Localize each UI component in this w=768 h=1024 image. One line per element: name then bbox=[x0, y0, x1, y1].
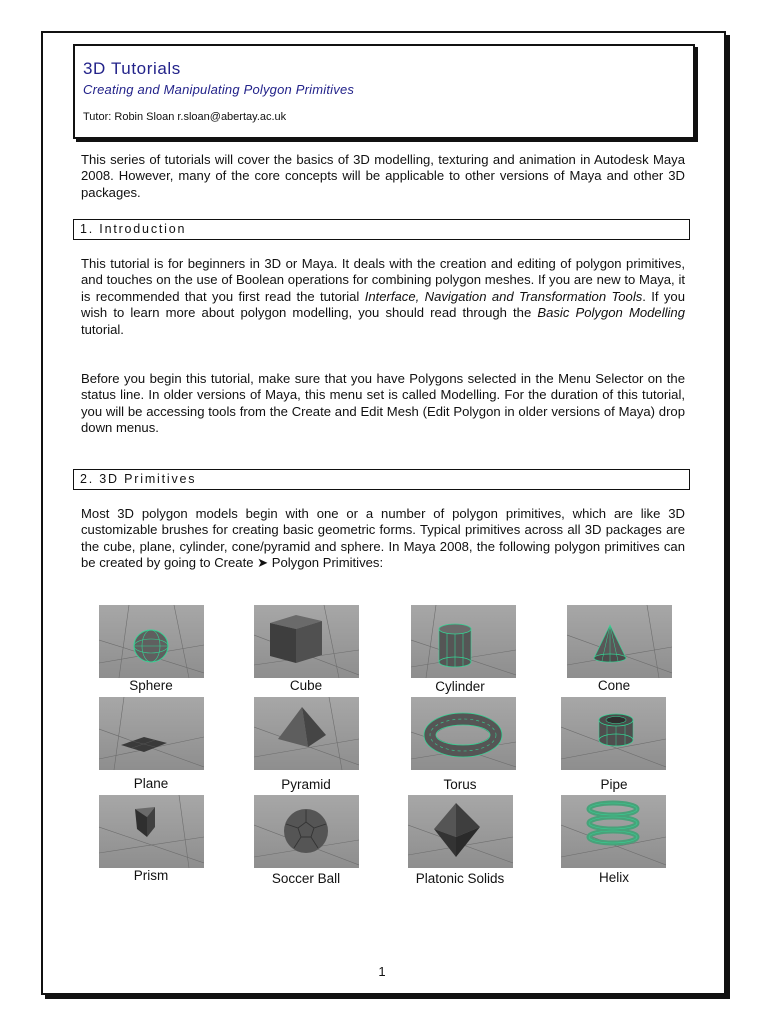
cone-thumbnail bbox=[567, 605, 672, 678]
section-heading-introduction bbox=[73, 219, 690, 240]
pyramid-thumbnail bbox=[254, 697, 359, 770]
soccer-ball-thumbnail bbox=[254, 795, 359, 868]
primitive-label-platonic-solids: Platonic Solids bbox=[415, 871, 505, 886]
section-heading-text: 1. Introduction bbox=[80, 222, 187, 236]
introduction-paragraph-1: This tutorial is for beginners in 3D or Maya. It deals with the creation and editing of polygon primitives, and touches on the use of Boolean operations for combining polygon meshes. If you are new to Maya, it is recommended that you first read the tutorial Interface, Navigation and Transformation Tools. If you wish to learn more about polygon modelling, you should read through the Basic Polygon Modelling tutorial. bbox=[81, 256, 685, 337]
tutor-line: Tutor: Robin Sloan r.sloan@abertay.ac.uk bbox=[83, 111, 287, 123]
primitive-label-cube: Cube bbox=[289, 678, 323, 693]
sphere-thumbnail bbox=[99, 605, 204, 678]
plane-thumbnail bbox=[99, 697, 204, 770]
prism-thumbnail bbox=[99, 795, 204, 868]
intro-paragraph: This series of tutorials will cover the basics of 3D modelling, texturing and animation in Autodesk Maya 2008. However, many of the core concepts will be applicable to other versions of Maya and other 3D packages. bbox=[81, 152, 685, 200]
cylinder-thumbnail bbox=[411, 605, 516, 678]
helix-thumbnail bbox=[561, 795, 666, 868]
document-subtitle: Creating and Manipulating Polygon Primitives bbox=[83, 82, 355, 97]
primitives-paragraph: Most 3D polygon models begin with one or a number of polygon primitives, which are like 3D customizable brushes for creating basic geometric forms. Typical primitives across all 3D packages are the cube, plane, cylinder, cone/pyramid and sphere. In Maya 2008, the following polygon primitives can be created by going to Create ➤ Polygon Primitives: bbox=[81, 506, 685, 571]
primitive-label-sphere: Sphere bbox=[129, 678, 173, 693]
tutorial-reference: Basic Polygon Modelling bbox=[537, 305, 685, 321]
platonic-solids-thumbnail bbox=[408, 795, 513, 868]
tutorial-reference: Interface, Navigation and Transformation Tools bbox=[364, 288, 643, 304]
pipe-thumbnail bbox=[561, 697, 666, 770]
section-heading-text: 2. 3D Primitives bbox=[80, 472, 197, 486]
cube-thumbnail bbox=[254, 605, 359, 678]
primitive-label-pipe: Pipe bbox=[600, 777, 628, 792]
primitive-label-torus: Torus bbox=[443, 777, 477, 792]
torus-thumbnail bbox=[411, 697, 516, 770]
primitive-label-prism: Prism bbox=[133, 868, 169, 883]
primitive-label-soccer-ball: Soccer Ball bbox=[271, 871, 341, 886]
primitive-label-helix: Helix bbox=[598, 870, 629, 885]
primitive-label-cone: Cone bbox=[597, 678, 631, 693]
introduction-paragraph-2: Before you begin this tutorial, make sure that you have Polygons selected in the Menu Selector on the status line. In older versions of Maya, this menu set is called Modelling. For the duration of this tutorial, you will be accessing tools from the Create and Edit Mesh (Edit Polygon in older versions of Maya) drop down menus. bbox=[81, 371, 685, 436]
section-heading-3d-primitives bbox=[73, 469, 690, 490]
primitive-label-cylinder: Cylinder bbox=[435, 679, 485, 694]
document-title: 3D Tutorials bbox=[83, 59, 181, 78]
page-number: 1 bbox=[378, 964, 386, 979]
primitive-label-pyramid: Pyramid bbox=[281, 777, 331, 792]
header-box bbox=[73, 44, 695, 139]
primitive-label-plane: Plane bbox=[133, 776, 169, 791]
